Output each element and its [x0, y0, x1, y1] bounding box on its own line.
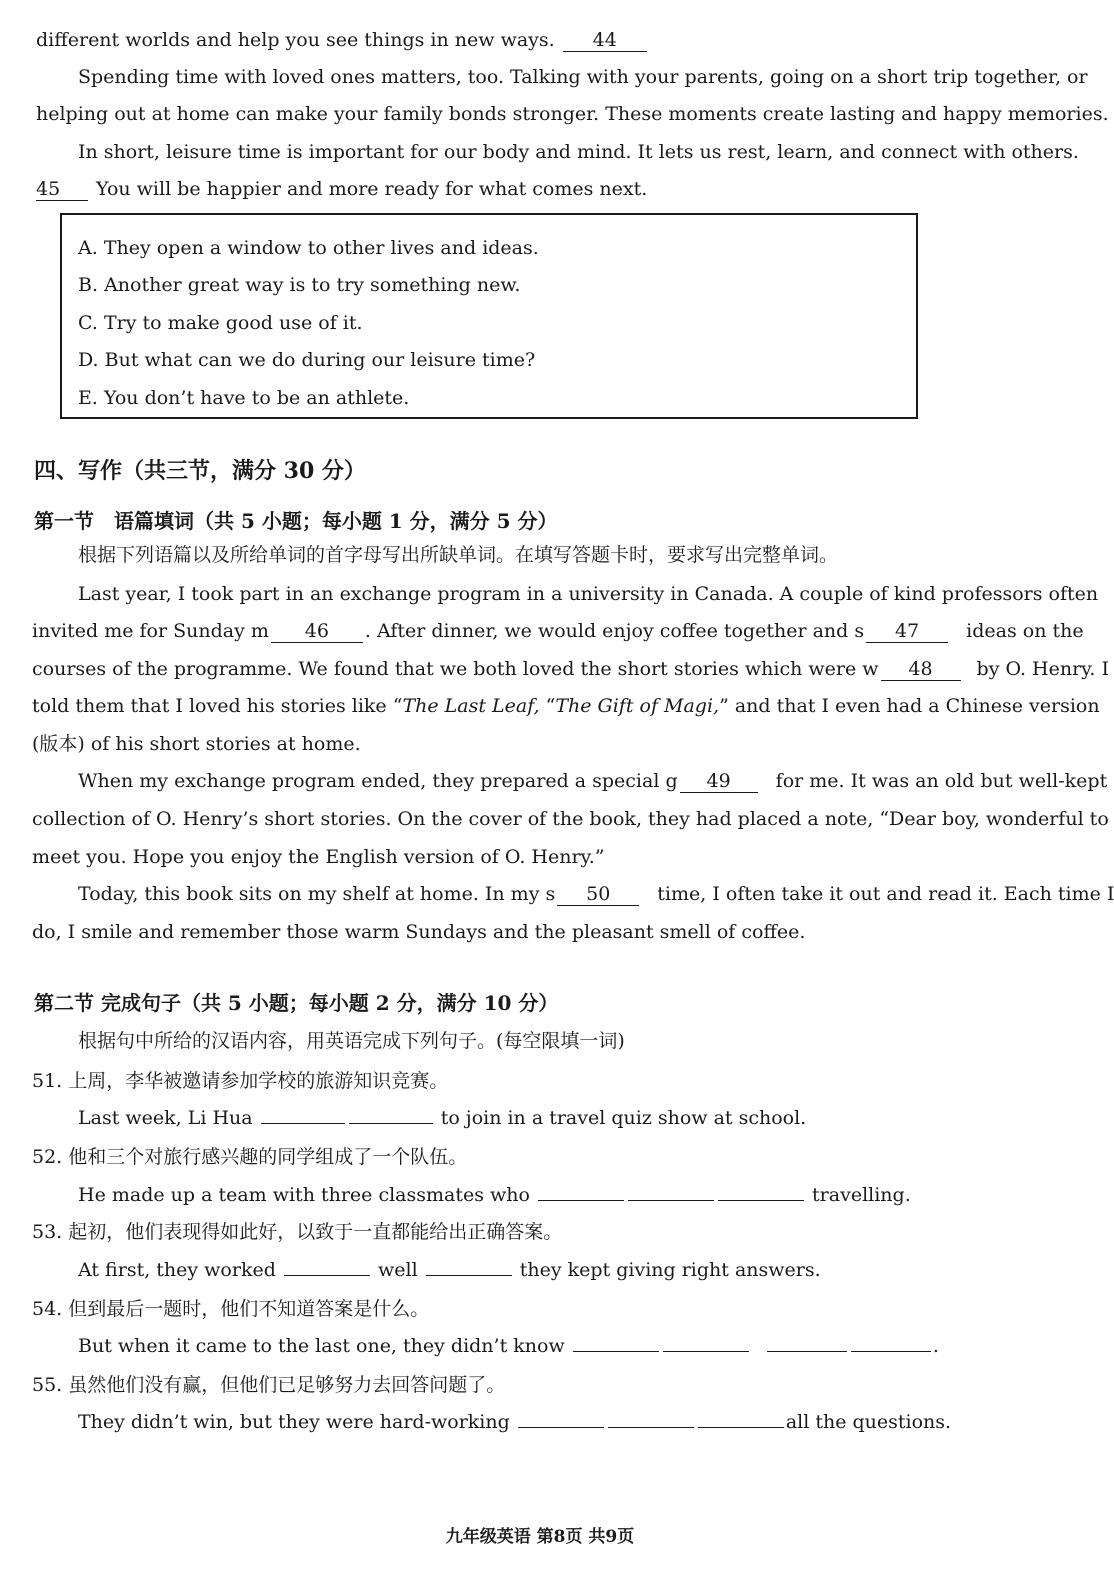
paragraph-line: invited me for Sunday m 46 . After dinner, we would enjoy coffee together and s 47 ideas on the — [32, 620, 1084, 642]
answer-blank[interactable] — [698, 1427, 784, 1428]
paragraph-line: Today, this book sits on my shelf at home. In my s 50 time, I often take it out and read it. Each time I — [78, 883, 1114, 905]
paragraph-line: 45 You will be happier and more ready for what comes next. — [36, 178, 648, 200]
subsection-heading: 第二节 完成句子（共 5 小题；每小题 2 分，满分 10 分） — [34, 991, 559, 1015]
answer-blank[interactable] — [608, 1427, 694, 1428]
paragraph-line: meet you. Hope you enjoy the English version of O. Henry.” — [32, 846, 605, 868]
question-54-chinese: 54. 但到最后一题时，他们不知道答案是什么。 — [32, 1298, 430, 1320]
question-55-english: They didn’t win, but they were hard-working all the questions. — [78, 1411, 952, 1433]
answer-blank-44[interactable]: 44 — [563, 29, 647, 52]
option-c: C. Try to make good use of it. — [78, 312, 363, 334]
answer-blank-48[interactable]: 48 — [881, 658, 961, 681]
answer-blank[interactable] — [628, 1200, 714, 1201]
question-53-chinese: 53. 起初，他们表现得如此好，以致于一直都能给出正确答案。 — [32, 1221, 563, 1243]
answer-blank-49[interactable]: 49 — [680, 770, 758, 793]
paragraph-line: helping out at home can make your family bonds stronger. These moments create lasting and happy memories. — [36, 103, 1109, 125]
instruction-text: 根据句中所给的汉语内容，用英语完成下列句子。(每空限填一词) — [78, 1030, 625, 1052]
answer-blank[interactable] — [538, 1200, 624, 1201]
answer-blank[interactable] — [349, 1123, 433, 1124]
answer-blank-45[interactable]: 45 — [36, 178, 88, 201]
question-53-english: At first, they worked well they kept giving right answers. — [78, 1259, 821, 1281]
paragraph-line: collection of O. Henry’s short stories. On the cover of the book, they had placed a note, “Dear boy, wonderful to — [32, 808, 1109, 830]
options-box — [60, 213, 918, 419]
paragraph-line: different worlds and help you see things in new ways. 44 — [36, 27, 649, 53]
question-51-chinese: 51. 上周，李华被邀请参加学校的旅游知识竞赛。 — [32, 1070, 449, 1092]
paragraph-line: Last year, I took part in an exchange program in a university in Canada. A couple of kind professors often — [78, 583, 1099, 605]
section-heading: 四、写作（共三节，满分 30 分） — [34, 458, 366, 484]
option-a: A. They open a window to other lives and ideas. — [78, 237, 539, 259]
paragraph-line: In short, leisure time is important for our body and mind. It lets us rest, learn, and connect with others. — [78, 141, 1079, 163]
answer-blank[interactable] — [663, 1351, 749, 1352]
answer-blank[interactable] — [518, 1427, 604, 1428]
question-52-chinese: 52. 他和三个对旅行感兴趣的同学组成了一个队伍。 — [32, 1146, 468, 1168]
option-b: B. Another great way is to try something new. — [78, 274, 521, 296]
paragraph-line: courses of the programme. We found that we both loved the short stories which were w 48 by O. Henry. I — [32, 658, 1109, 680]
instruction-text: 根据下列语篇以及所给单词的首字母写出所缺单词。在填写答题卡时，要求写出完整单词。 — [78, 544, 839, 566]
answer-blank[interactable] — [851, 1351, 931, 1352]
paragraph-line: do, I smile and remember those warm Sundays and the pleasant smell of coffee. — [32, 921, 806, 943]
answer-blank[interactable] — [573, 1351, 659, 1352]
answer-blank[interactable] — [284, 1275, 370, 1276]
answer-blank[interactable] — [261, 1123, 345, 1124]
paragraph-line: (版本) of his short stories at home. — [32, 733, 361, 755]
paragraph-line: Spending time with loved ones matters, too. Talking with your parents, going on a short trip together, or — [78, 66, 1088, 88]
question-54-english: But when it came to the last one, they didn’t know . — [78, 1335, 939, 1357]
subsection-heading: 第一节 语篇填词（共 5 小题；每小题 1 分，满分 5 分） — [34, 509, 558, 533]
option-d: D. But what can we do during our leisure time? — [78, 349, 536, 371]
answer-blank-50[interactable]: 50 — [557, 883, 639, 906]
answer-blank[interactable] — [426, 1275, 512, 1276]
question-55-chinese: 55. 虽然他们没有赢，但他们已足够努力去回答问题了。 — [32, 1374, 506, 1396]
paragraph-line: told them that I loved his stories like “The Last Leaf, “The Gift of Magi,” and that I even had a Chinese version — [32, 695, 1100, 717]
question-51-english: Last week, Li Hua to join in a travel quiz show at school. — [78, 1107, 807, 1129]
answer-blank[interactable] — [718, 1200, 804, 1201]
option-e: E. You don’t have to be an athlete. — [78, 387, 410, 409]
paragraph-line: When my exchange program ended, they prepared a special g 49 for me. It was an old but well-kept — [78, 770, 1108, 792]
answer-blank-46[interactable]: 46 — [271, 620, 363, 643]
question-52-english: He made up a team with three classmates who travelling. — [78, 1184, 911, 1206]
page-footer: 九年级英语 第8页 共9页 — [445, 1527, 635, 1547]
answer-blank-47[interactable]: 47 — [866, 620, 948, 643]
answer-blank[interactable] — [767, 1351, 847, 1352]
